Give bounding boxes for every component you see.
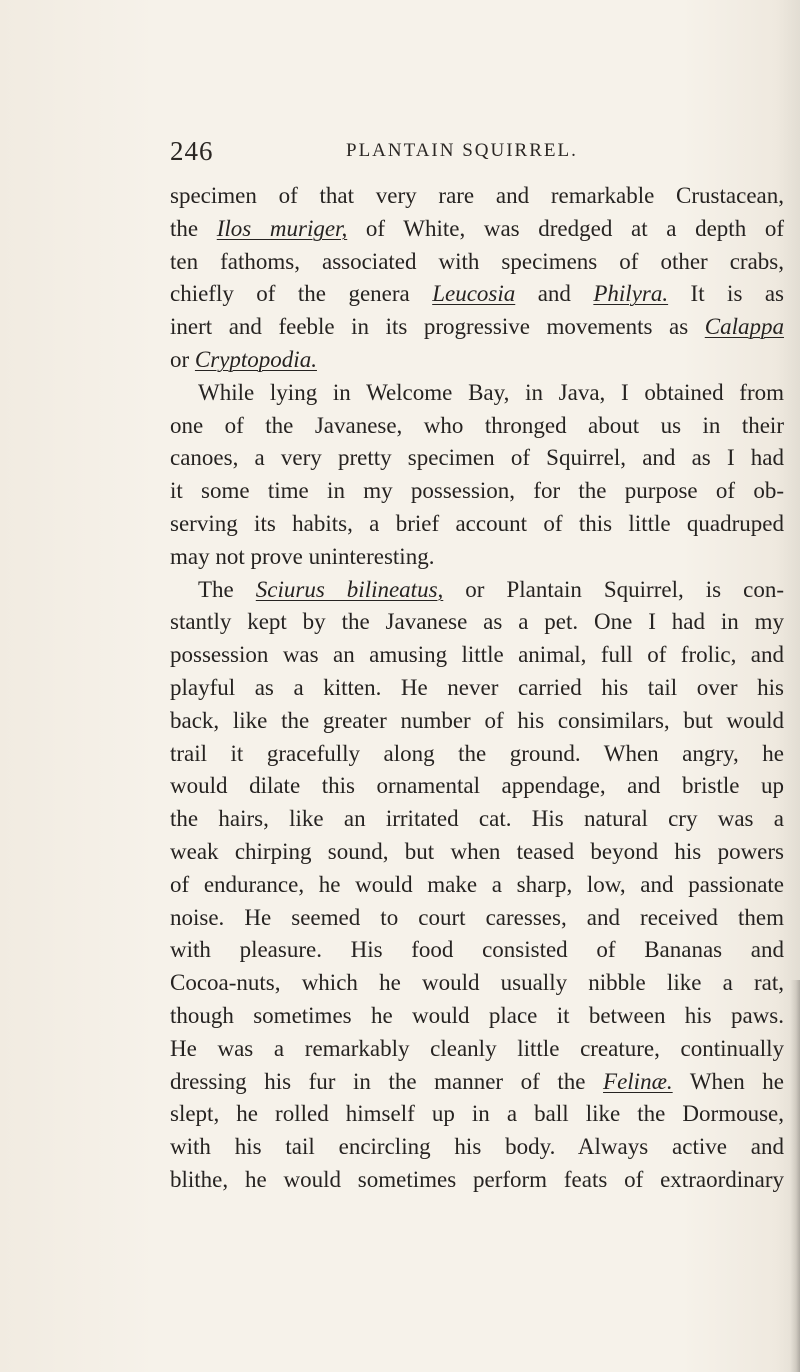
text-line: inert and feeble in its progressive movements as Calappa	[170, 314, 784, 340]
text-line: dressing his fur in the manner of the Felinæ. When he	[170, 1068, 785, 1094]
text-line: serving its habits, a brief account of this little quadruped	[170, 510, 784, 536]
text-line: Cocoa-nuts, which he would usually nibble like a rat,	[170, 970, 784, 996]
text-line: chiefly of the genera Leucosia and Philyra. It is as	[170, 281, 784, 307]
text-line: While lying in Welcome Bay, in Java, I obtained from	[198, 379, 784, 405]
text-line: specimen of that very rare and remarkable Crustacean,	[170, 183, 784, 208]
text-line: trail it gracefully along the ground. When angry, he	[170, 740, 784, 766]
text-line: weak chirping sound, but when teased beyond his powers	[170, 838, 784, 864]
text-line: of endurance, he would make a sharp, low, and passionate	[170, 871, 784, 897]
text-line: with his tail encircling his body. Always active and	[170, 1134, 784, 1160]
text-line: slept, he rolled himself up in a ball like the Dormouse,	[170, 1101, 784, 1127]
family-name: Felinæ.	[603, 1068, 673, 1094]
text-line: though sometimes he would place it between his paws.	[170, 1002, 784, 1028]
species-name: Ilos muriger,	[216, 215, 348, 241]
text-line: or Cryptopodia.	[170, 346, 317, 372]
text-line: He was a remarkably cleanly little creature, continually	[170, 1035, 784, 1061]
page-header	[170, 136, 770, 172]
text-line: the hairs, like an irritated cat. His natural cry was a	[170, 806, 784, 832]
text-line: stantly kept by the Javanese as a pet. One I had in my	[170, 609, 784, 635]
genus-name: Philyra.	[593, 281, 669, 307]
text-line: blithe, he would sometimes perform feats of extraordinary	[170, 1166, 784, 1192]
genus-name: Calappa	[704, 314, 784, 340]
text-line: may not prove uninteresting.	[170, 543, 435, 569]
text-line: with pleasure. His food consisted of Bananas and	[170, 937, 784, 963]
running-head: PLANTAIN SQUIRREL.	[346, 140, 578, 161]
page-edge-shadow	[790, 980, 800, 1372]
text-line: possession was an amusing little animal, full of frolic, and	[170, 642, 784, 668]
text-line: back, like the greater number of his consimilars, but would	[170, 707, 784, 733]
text-line: canoes, a very pretty specimen of Squirrel, and as I had	[170, 445, 784, 471]
page-number: 246	[170, 136, 214, 166]
text-line: the Ilos muriger, of White, was dredged at a depth of	[170, 215, 784, 241]
text-line: playful as a kitten. He never carried his tail over his	[170, 674, 784, 700]
text-line: ten fathoms, associated with specimens of other crabs,	[170, 248, 784, 274]
text-line: noise. He seemed to court caresses, and received them	[170, 904, 784, 930]
genus-name: Cryptopodia.	[194, 346, 317, 372]
text-line: would dilate this ornamental appendage, and bristle up	[170, 773, 784, 799]
text-line: The Sciurus bilineatus, or Plantain Squirrel, is con-	[198, 576, 784, 602]
genus-name: Leucosia	[432, 281, 516, 307]
species-name: Sciurus bilineatus,	[255, 576, 444, 602]
text-line: one of the Javanese, who thronged about us in their	[170, 412, 784, 438]
body-text	[170, 180, 784, 1197]
text-line: it some time in my possession, for the purpose of ob-	[170, 478, 784, 504]
